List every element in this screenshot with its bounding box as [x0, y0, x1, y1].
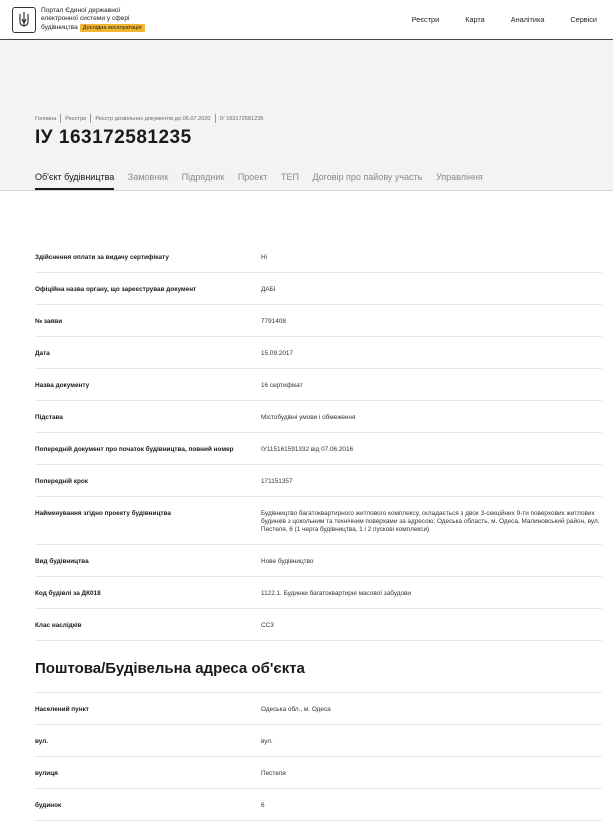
- table-row: [35, 789, 602, 821]
- field-label: № заяви: [35, 318, 63, 325]
- nav-map[interactable]: Карта: [465, 15, 485, 24]
- content-spacer: [35, 191, 602, 241]
- table-row: [35, 497, 602, 545]
- field-value: ДАБІ: [261, 286, 276, 293]
- main-content: [0, 191, 613, 821]
- beta-badge: Дослідна експлуатація: [80, 24, 145, 32]
- field-value: 171151357: [261, 478, 293, 485]
- tab-management[interactable]: Управління: [435, 172, 483, 182]
- field-value: 15.09.2017: [261, 350, 293, 357]
- breadcrumb-divider: [60, 114, 61, 123]
- table-row: [35, 369, 602, 401]
- tab-construction-object[interactable]: Об'єкт будівництва: [35, 151, 114, 190]
- field-label: будинок: [35, 802, 62, 809]
- breadcrumb-divider: [90, 114, 91, 123]
- tab-project[interactable]: Проект: [237, 172, 268, 182]
- table-row: [35, 577, 602, 609]
- table-row: [35, 401, 602, 433]
- field-value: Пестеля: [261, 770, 286, 777]
- nav-registers[interactable]: Реєстри: [411, 15, 440, 24]
- breadcrumb-registers[interactable]: Реєстри: [65, 115, 87, 122]
- breadcrumb: [35, 114, 264, 123]
- breadcrumb-home[interactable]: Головна: [35, 115, 57, 122]
- breadcrumb-current: ІУ 163172581235: [219, 115, 264, 122]
- main-nav: [412, 15, 601, 24]
- table-row: [35, 693, 602, 725]
- field-label: вул.: [35, 738, 49, 745]
- field-label: Код будівлі за ДК018: [35, 590, 101, 597]
- field-label: Населений пункт: [35, 706, 89, 713]
- field-value: вул.: [261, 738, 273, 745]
- table-row: [35, 433, 602, 465]
- field-label: Клас наслідків: [35, 622, 82, 629]
- field-value: 1122.1. Будинки багатоквартирні масової забудови: [261, 590, 412, 597]
- field-value: ІУ115161591332 від 07.06.2016: [261, 446, 354, 453]
- table-row: [35, 305, 602, 337]
- field-value: 7791408: [261, 318, 286, 325]
- field-label: Попередній крок: [35, 478, 88, 485]
- field-label: Найменування згідно проекту будівництва: [35, 510, 171, 517]
- portal-name[interactable]: [41, 7, 145, 32]
- field-value: Містобудівні умови і обмеження: [261, 414, 356, 421]
- field-label: Дата: [35, 350, 50, 357]
- table-row: [35, 241, 602, 273]
- top-navigation-bar: [0, 0, 613, 40]
- field-label: Здійснення оплати за видачу сертифікату: [35, 254, 169, 261]
- table-row: [35, 465, 602, 497]
- table-row: [35, 757, 602, 789]
- table-row: [35, 545, 602, 577]
- field-value: Одеська обл., м. Одеса: [261, 706, 331, 713]
- nav-services[interactable]: Сервіси: [570, 15, 597, 24]
- table-row: [35, 725, 602, 757]
- field-label: вулиця: [35, 770, 58, 777]
- breadcrumb-divider: [215, 114, 216, 123]
- portal-name-line: електронної системи у сфері: [41, 15, 130, 23]
- address-section-title: Поштова/Будівельна адреса об'єкта: [35, 641, 602, 693]
- table-row: [35, 609, 602, 641]
- table-row: [35, 337, 602, 369]
- address-table: [35, 693, 602, 821]
- nav-analytics[interactable]: Аналітика: [510, 15, 545, 24]
- field-label: Вид будівництва: [35, 558, 89, 565]
- breadcrumb-registry[interactable]: Реєстр дозвільних документів до 06.07.2020: [95, 115, 211, 122]
- tab-tep[interactable]: ТЕП: [280, 172, 299, 182]
- tab-shared-participation[interactable]: Договір про пайову участь: [312, 172, 423, 182]
- field-value: Нове будівництво: [261, 558, 314, 565]
- field-label: Попередній документ про початок будівництва, повний номер: [35, 446, 234, 453]
- page-header: [0, 40, 613, 151]
- tab-bar: [0, 151, 613, 191]
- field-value: 16 сертифікат: [261, 382, 303, 389]
- page-title: ІУ 163172581235: [35, 127, 192, 148]
- tab-contractor[interactable]: Підрядник: [181, 172, 225, 182]
- field-label: Офіційна назва органу, що зареєстрував документ: [35, 286, 197, 293]
- trident-icon: [17, 11, 31, 29]
- field-value: Будівництво багатоквартирного житлового комплексу, складається з двох 3-секційних 9-ти поверхових житлових будинків з цокольним та технічним поверхами за адресою: Одеська область, м. Одеса, Малиновський район, вул. Пестеля, 6 (1 черга будівництва, 1 і 2 пускові комплекси): [261, 510, 600, 533]
- table-row: [35, 273, 602, 305]
- portal-name-line: будівництва Дослідна експлуатація: [41, 24, 145, 32]
- field-value: СС3: [261, 622, 274, 629]
- field-label: Назва документу: [35, 382, 90, 389]
- portal-name-line: Портал Єдиної державної: [41, 7, 121, 15]
- tab-customer[interactable]: Замовник: [127, 172, 169, 182]
- details-table: [35, 241, 602, 641]
- trident-logo-icon[interactable]: [12, 7, 36, 33]
- field-value: Ні: [261, 254, 268, 261]
- field-label: Підстава: [35, 414, 63, 421]
- field-value: 6: [261, 802, 265, 809]
